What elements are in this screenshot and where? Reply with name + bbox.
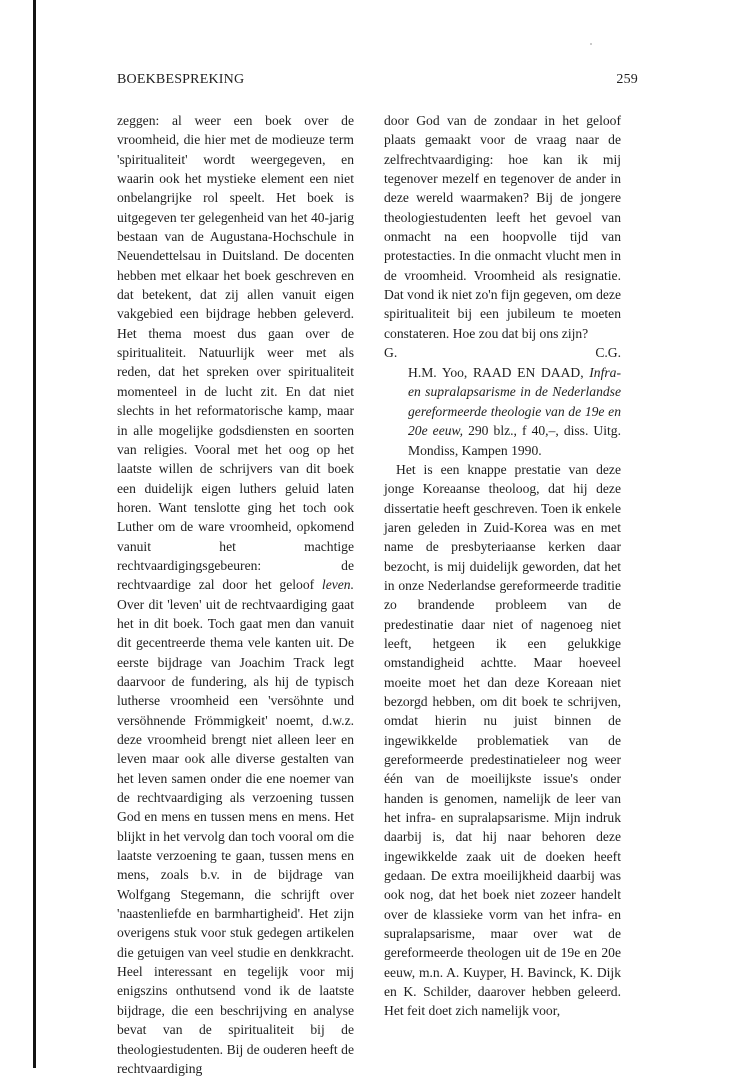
review-signoff <box>384 343 621 363</box>
signoff-left: G. <box>384 345 398 361</box>
scan-speck <box>590 43 592 45</box>
right-column <box>384 111 621 1021</box>
review-heading <box>384 363 621 460</box>
left-paragraph <box>117 111 354 1078</box>
left-column <box>117 111 354 1078</box>
emphasized-word: leven. <box>321 577 354 593</box>
right-paragraph: door God van de zondaar in het geloof plaats gemaakt voor de vraag naar de zelfrechtvaardiging: hoe kan ik mij tegenover mezelf en tegenover de ander in deze wereld waarmaken? Bij de jongere theologiestudenten leeft het gevoel van onmacht na een hoopvolle tijd van protestacties. In die onmacht vlucht men in de vroomheid. Vroomheid als resignatie. Dat vond ik niet zo'n fijn gegeven, om deze spiritualiteit bij een jubileum te moeten constateren. Hoe zou dat bij ons zijn? <box>384 113 621 341</box>
running-title: BOEKBESPREKING <box>117 72 245 87</box>
review-body: Het is een knappe prestatie van deze jonge Koreaanse theoloog, dat hij deze dissertatie heeft geschreven. Toen ik enkele jaren geleden in Zuid-Korea was en met name de presbyteriaanse kerken daar bezocht, is mij duidelijk geworden, dat het in onze Nederlandse gereformeerde traditie zo brandende probleem van de predestinatie daar niet of nagenoeg niet leeft, hetgeen ik een gelukkige omstandigheid achtte. Maar hoeveel moeite moet het dan deze Koreaan niet bezorgd hebben, om dit boek te schrijven, omdat hierin nu juist binnen de ingewikkelde problematiek van de gereformeerde predestinatieleer nog weer één van de moeilijkste issue's onder handen is genomen, namelijk de leer van het infra- en supralapsarisme. Mijn indruk daarbij is, dat hij naar behoren deze ingewikkelde zaak uit de doeken heeft gedaan. De extra moeilijkheid daarbij was ook nog, dat het boek niet zozeer handelt over de klassieke vorm van het infra- en supralapsarisme, maar over wat de gereformeerde theologen uit de 19e en 20e eeuw, m.n. A. Kuyper, H. Bavinck, K. Dijk en K. Schilder, daarover hebben geleerd. Het feit doet zich namelijk voor, <box>384 461 621 1019</box>
review-subtitle: Infra- en supralapsarisme in de Nederlandse gereformeerde theologie van de 19e en 20e eeuw, <box>408 365 621 439</box>
signoff-right: C.G. <box>595 345 621 361</box>
review-publication-details: 290 blz., f 40,–, diss. Uitg. Mondiss, Kampen 1990. <box>408 423 621 458</box>
page-binding-edge <box>33 0 36 1068</box>
review-author-title: H.M. Yoo, RAAD EN DAAD, <box>408 365 584 381</box>
page-number: 259 <box>616 72 638 87</box>
left-paragraph-text: zeggen: al weer een boek over de vroomheid, die hier met de modieuze term 'spiritualiteit' wordt weergegeven, en waarin ook het mystieke element een niet onbelangrijke rol speelt. Het boek is uitgegeven ter gelegenheid van het 40-jarig bestaan van de Augustana-Hochschule in Neuendettelsau in Duitsland. De docenten hebben met elkaar het boek geschreven en dat betekent, dat zij allen vanuit eigen vakgebied een bijdrage hebben geleverd. Het thema moest dus gaan over de spiritualiteit. Natuurlijk weer met als reden, dat het spreken over spiritualiteit momenteel in de lucht zit. En dat niet slechts in het reformatorische kamp, maar in alle mogelijke godsdiensten en soorten van religies. Vooral met het oog op het laatste willen de schrijvers van dit boek een duidelijk eigen luthers geluid laten horen. Want tenslotte ging het toch ook Luther om de ware vroomheid, opkomend vanuit het machtige rechtvaardigingsgebeuren: de rechtvaardige zal door het geloof <box>117 113 354 593</box>
left-paragraph-continued: Over dit 'leven' uit de rechtvaardiging gaat het in dit boek. Toch gaat men dan vanuit dit gecentreerde thema vele kanten uit. De eerste bijdrage van Joachim Track legt daarvoor de fundering, als hij de typisch lutherse vroomheid een 'versöhnte und versöhnende Frömmigkeit' noemt, d.w.z. deze vroomheid brengt niet alleen leer en leven maar ook alle diverse gestalten van het leven samen onder die ene noemer van de rechtvaardiging als verzoening tussen God en mens en tussen mens en mens. Het blijkt in het vervolg dan toch vooral om die laatste verzoening te gaan, tussen mens en mens, zoals b.v. in de bijdrage van Wolfgang Stegemann, die schrijft over 'naastenliefde en barmhartigheid'. Het zijn overigens stuk voor stuk gedegen artikelen die getuigen van veel studie en denkkracht. Heel interessant en tegelijk voor mij enigszins onthutsend vond ik de laatste bijdrage, die een beschrijving en analyse bevat van de spiritualiteit bij de theologiestudenten. Bij de ouderen heeft de rechtvaardiging <box>117 596 354 1076</box>
